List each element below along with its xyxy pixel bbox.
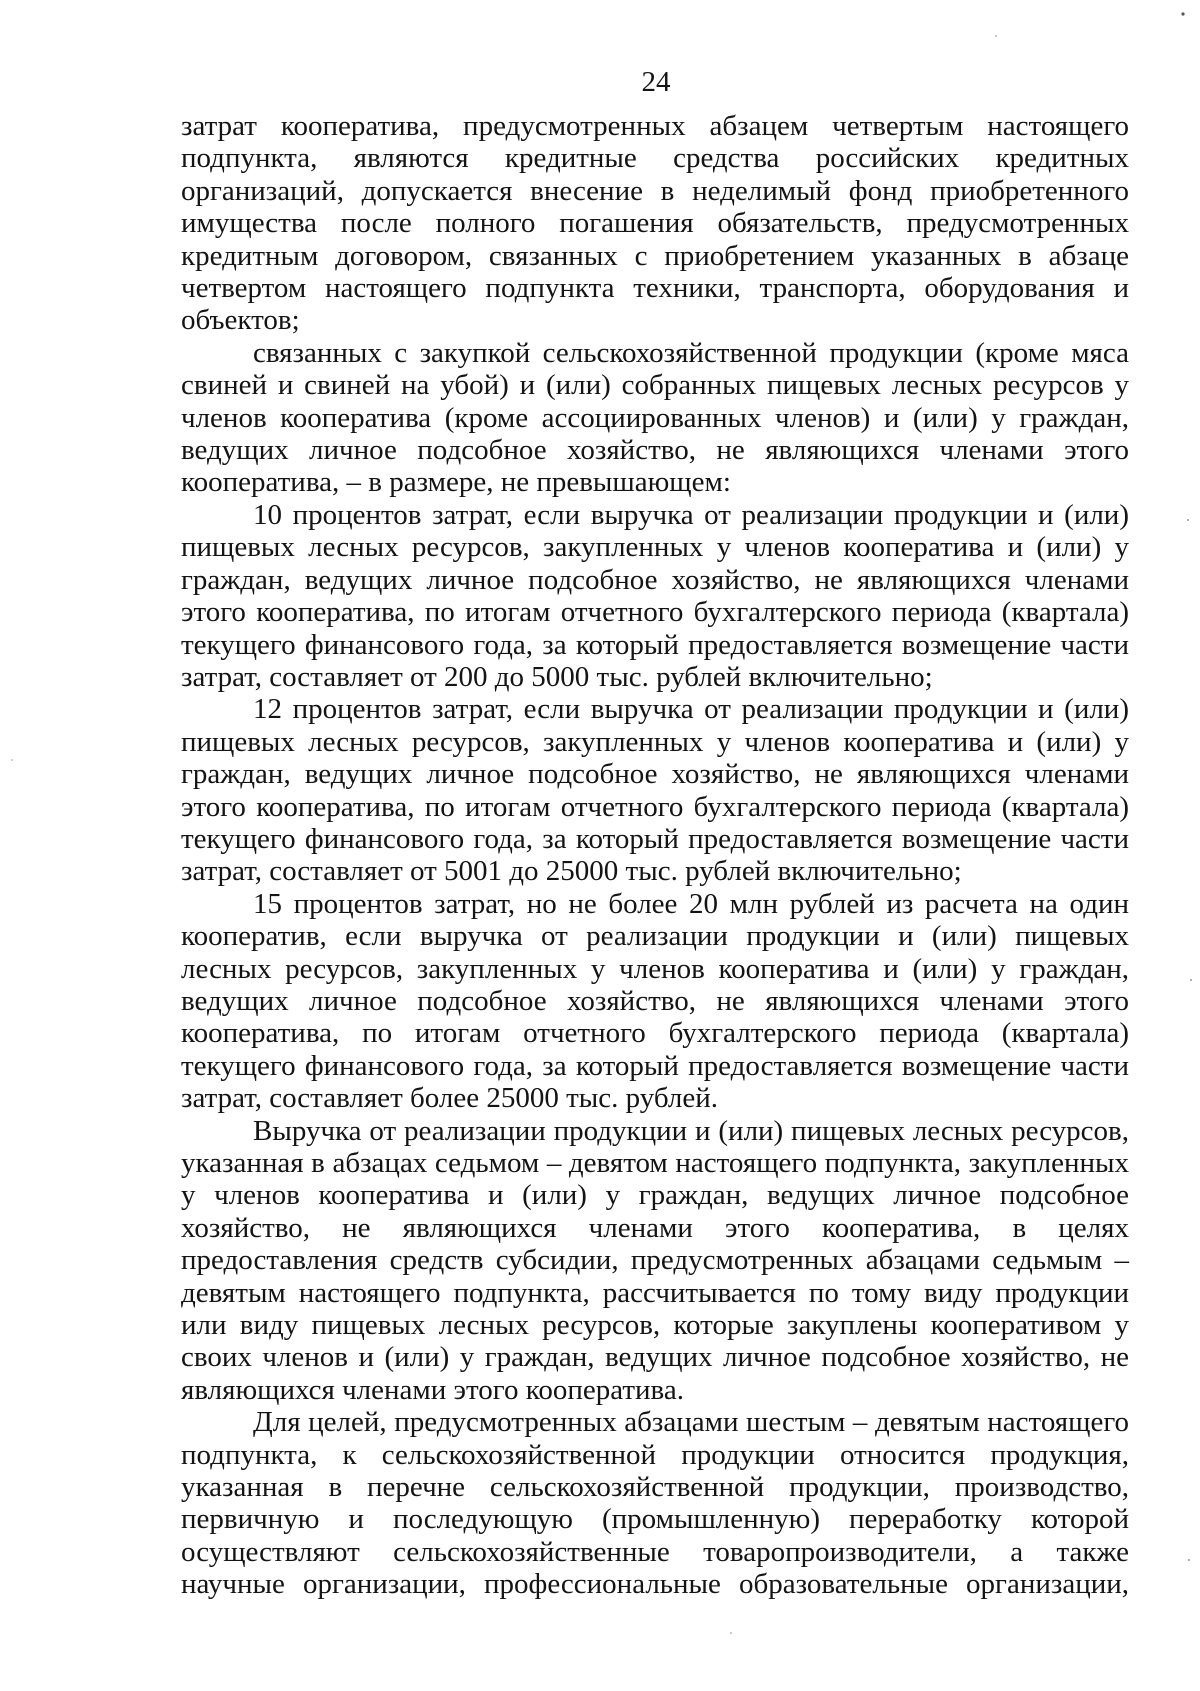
document-body — [181, 110, 1129, 1601]
paragraph-costs-continuation: затрат кооператива, предусмотренных абзацем четвертым настоящего подпункта, являются кредитные средства российских кредитных организаций, допускается внесение в неделимый фонд приобретенного имущества после полного погашения обязательств, предусмотренных кредитным договором, связанных с приобретением указанных в абзаце четвертом настоящего подпункта техники, транспорта, оборудования и объектов; — [181, 110, 1129, 337]
paragraph-purchase-costs: связанных с закупкой сельскохозяйственной продукции (кроме мяса свиней и свиней на убой) и (или) собранных пищевых лесных ресурсов у членов кооператива (кроме ассоциированных членов) и (или) у граждан, ведущих личное подсобное хозяйство, не являющихся членами этого кооператива, – в размере, не превышающем: — [181, 336, 1129, 499]
paragraph-revenue-calculation: Выручка от реализации продукции и (или) пищевых лесных ресурсов, указанная в абзацах седьмом – девятом настоящего подпункта, закупленных у членов кооператива и (или) у граждан, ведущих личное подсобное хозяйство, не являющихся членами этого кооператива, в целях предоставления средств субсидии, предусмотренных абзацами седьмым – девятым настоящего подпункта, рассчитывается по тому виду продукции или виду пищевых лесных ресурсов, которые закуплены кооперативом у своих членов и (или) у граждан, ведущих личное подсобное хозяйство, не являющихся членами этого кооператива. — [181, 1114, 1129, 1406]
page-number: 24 — [641, 66, 671, 98]
paragraph-ten-percent: 10 процентов затрат, если выручка от реализации продукции и (или) пищевых лесных ресурсов, закупленных у членов кооператива и (или) у граждан, ведущих личное подсобное хозяйство, не являющихся членами этого кооператива, по итогам отчетного бухгалтерского периода (квартала) текущего финансового года, за который предоставляется возмещение части затрат, составляет от 200 до 5000 тыс. рублей включительно; — [181, 498, 1129, 693]
paragraph-twelve-percent: 12 процентов затрат, если выручка от реализации продукции и (или) пищевых лесных ресурсов, закупленных у членов кооператива и (или) у граждан, ведущих личное подсобное хозяйство, не являющихся членами этого кооператива, по итогам отчетного бухгалтерского периода (квартала) текущего финансового года, за который предоставляется возмещение части затрат, составляет от 5001 до 25000 тыс. рублей включительно; — [181, 693, 1129, 888]
paragraph-agricultural-products: Для целей, предусмотренных абзацами шестым – девятым настоящего подпункта, к сельскохозяйственной продукции относится продукция, указанная в перечне сельскохозяйственной продукции, производство, первичную и последующую (промышленную) переработку которой осуществляют сельскохозяйственные товаропроизводители, а также научные организации, профессиональные образовательные организации, — [181, 1406, 1129, 1601]
paragraph-fifteen-percent: 15 процентов затрат, но не более 20 млн рублей из расчета на один кооператив, если выручка от реализации продукции и (или) пищевых лесных ресурсов, закупленных у членов кооператива и (или) у граждан, ведущих личное подсобное хозяйство, не являющихся членами этого кооператива, по итогам отчетного бухгалтерского периода (квартала) текущего финансового года, за который предоставляется возмещение части затрат, составляет более 25000 тыс. рублей. — [181, 887, 1129, 1115]
